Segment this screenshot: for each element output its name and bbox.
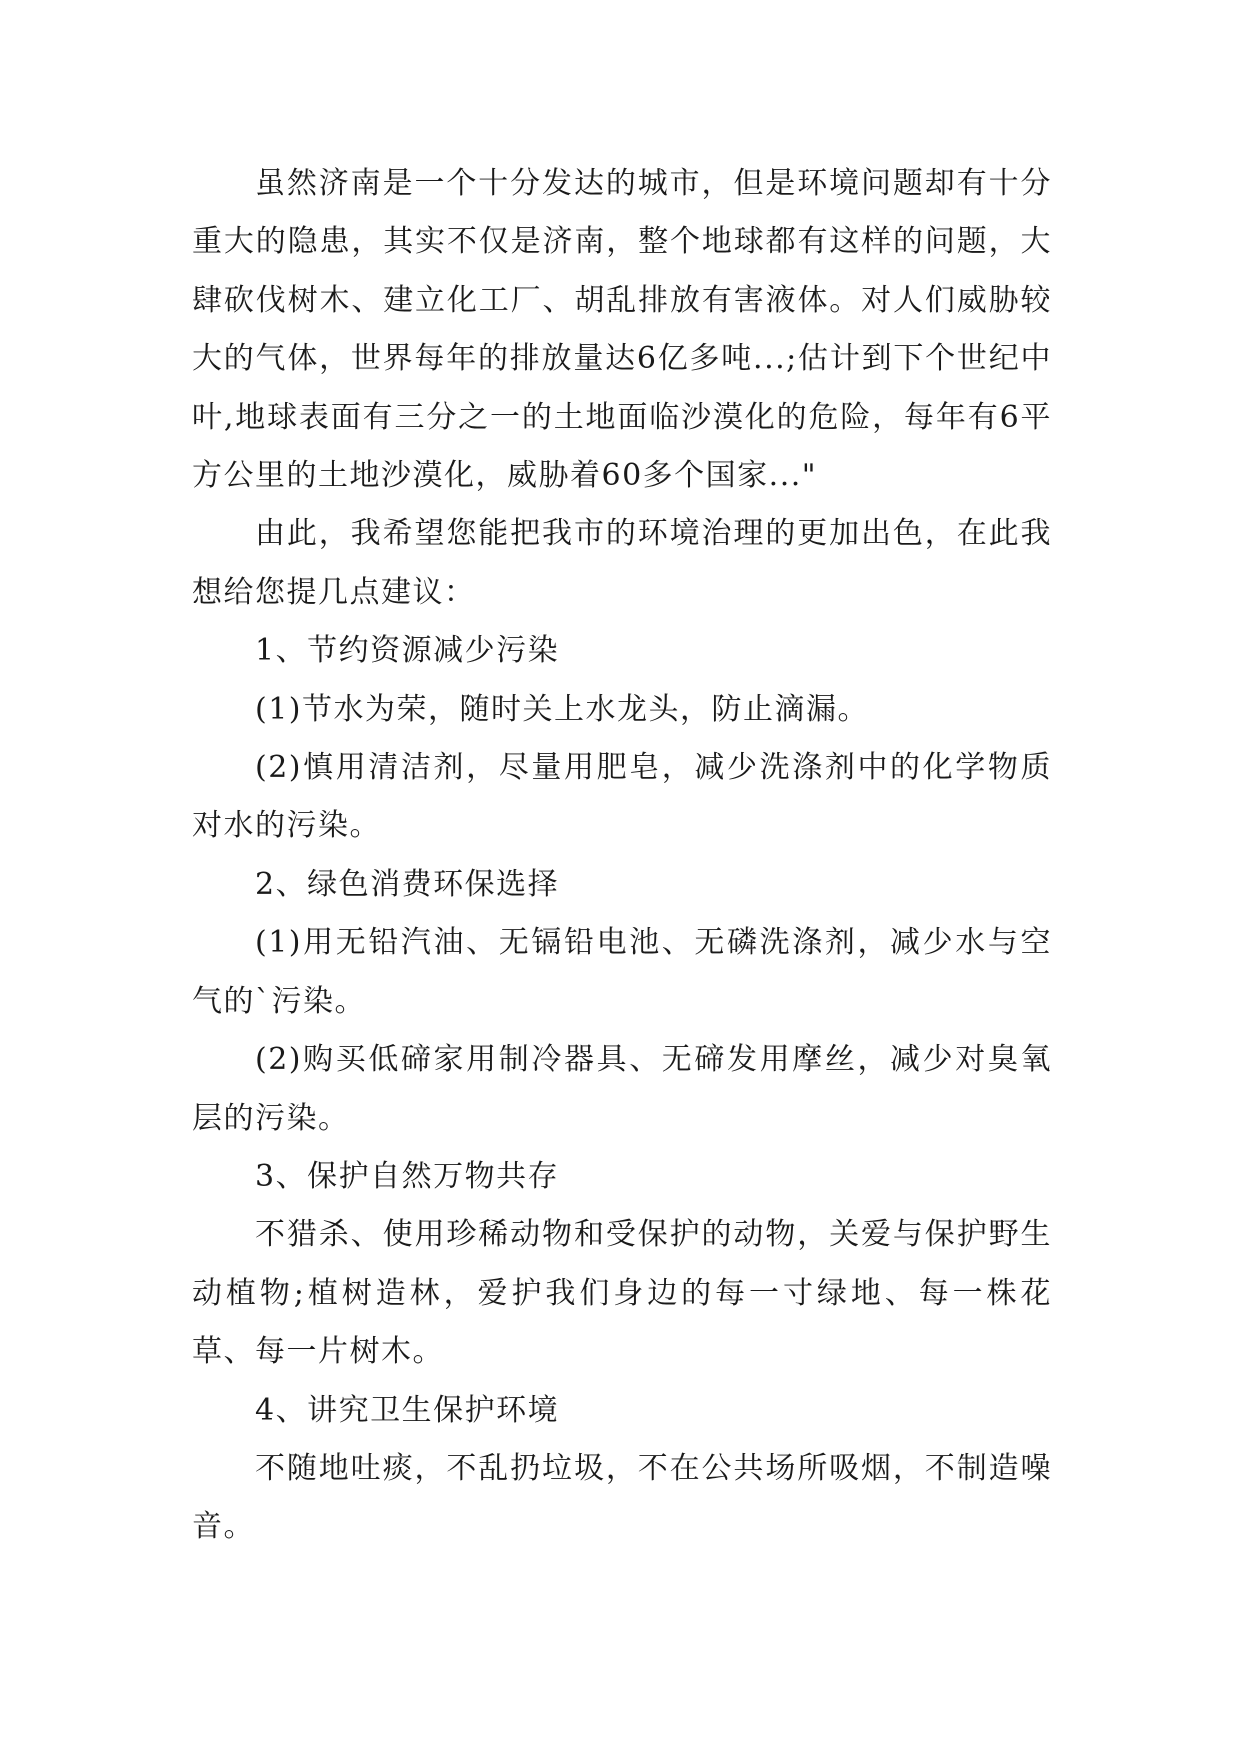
document-body: [192, 155, 1052, 1557]
item-ozone-protection: (2)购买低碲家用制冷器具、无碲发用摩丝，减少对臭氧层的污染。: [192, 1042, 1052, 1136]
paragraph-suggestion-intro: 由此，我希望您能把我市的环境治理的更加出色，在此我想给您提几点建议：: [192, 516, 1052, 610]
heading-save-resources: 1、节约资源减少污染: [255, 633, 560, 669]
paragraph-environment-problems: 虽然济南是一个十分发达的城市，但是环境问题却有十分重大的隐患，其实不仅是济南，整个地球都有这样的问题，大肆砍伐树木、建立化工厂、胡乱排放有害液体。对人们威胁较大的气体，世界每年的排放量达6亿多吨...;估计到下个世纪中叶,地球表面有三分之一的土地面临沙漠化的危险，每年有6平方公里的土地沙漠化，威胁着60多个国家...": [192, 166, 1052, 494]
paragraph-protect-wildlife: 不猎杀、使用珍稀动物和受保护的动物，关爱与保护野生动植物;植树造林，爱护我们身边的每一寸绿地、每一株花草、每一片树木。: [192, 1217, 1052, 1370]
heading-green-consumption: 2、绿色消费环保选择: [255, 866, 560, 902]
item-save-water: (1)节水为荣，随时关上水龙头，防止滴漏。: [255, 691, 869, 727]
item-cleaning-agents: (2)慎用清洁剂，尽量用肥皂，减少洗涤剂中的化学物质对水的污染。: [192, 750, 1052, 844]
heading-protect-nature: 3、保护自然万物共存: [255, 1158, 560, 1194]
item-unleaded-products: (1)用无铅汽油、无镉铅电池、无磷洗涤剂，减少水与空气的`污染。: [192, 925, 1052, 1019]
heading-hygiene: 4、讲究卫生保护环境: [255, 1392, 560, 1428]
paragraph-hygiene: 不随地吐痰，不乱扔垃圾，不在公共场所吸烟，不制造噪音。: [192, 1450, 1052, 1545]
